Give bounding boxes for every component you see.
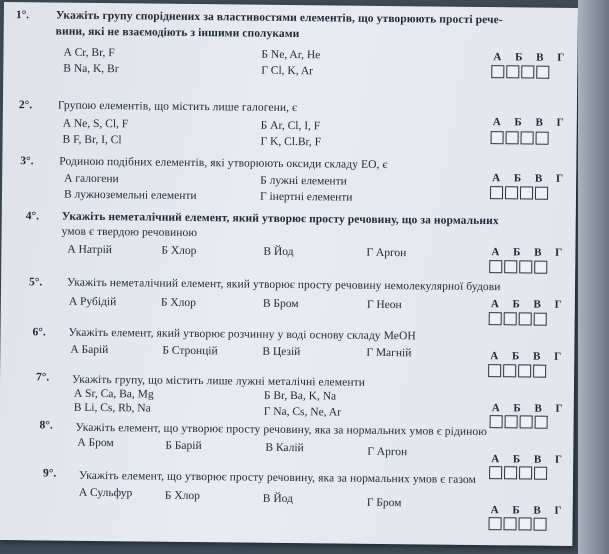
answer-box-b[interactable] xyxy=(506,65,519,78)
worksheet-page xyxy=(0,2,578,546)
question-number: 1°. xyxy=(15,9,30,22)
answer-letters: А Б В Г xyxy=(491,402,569,415)
option-g: Г K, Cl.Br, F xyxy=(260,135,322,149)
answer-box-b[interactable] xyxy=(504,312,517,325)
answer-letters: А Б В Г xyxy=(492,116,570,129)
option-b: Б Ne, Ar, He xyxy=(261,48,321,62)
answer-box-g[interactable] xyxy=(533,518,546,531)
answer-boxes[interactable] xyxy=(490,415,548,429)
answer-box-b[interactable] xyxy=(503,517,516,530)
question-text: Укажіть неметалічний елемент, який утворює просту речовину, що за нормальних xyxy=(61,210,499,228)
option-g: Г Na, Cs, Ne, Ar xyxy=(263,405,342,419)
answer-box-b[interactable] xyxy=(504,466,517,479)
question-4 xyxy=(2,206,576,260)
answer-box-v[interactable] xyxy=(520,186,533,199)
answer-box-v[interactable] xyxy=(519,312,532,325)
answer-box-g[interactable] xyxy=(534,467,547,480)
answer-box-b[interactable] xyxy=(505,186,518,199)
answer-letters: А Б В Г xyxy=(490,298,568,311)
answer-boxes[interactable] xyxy=(489,312,547,326)
answer-letters: А Б В Г xyxy=(490,350,567,363)
option-g: Г Cl, K, Ar xyxy=(261,64,314,78)
answer-boxes[interactable] xyxy=(491,131,549,145)
option-b: Б Ar, Cl, I, F xyxy=(260,119,321,133)
option-b: Б Барій xyxy=(165,439,202,453)
option-a: А Сульфур xyxy=(78,486,133,500)
question-text: Родиною подібних елементів, які утворюють оксиди складу ЕО, є xyxy=(59,155,388,172)
option-a: А галогени xyxy=(64,172,119,186)
answer-letters: А Б В Г xyxy=(493,51,570,64)
option-g: Г Бром xyxy=(366,496,402,510)
option-v: В лужноземельні елементи xyxy=(63,188,197,203)
question-number: 2°. xyxy=(18,99,33,112)
question-number: 9°. xyxy=(43,467,57,480)
question-1 xyxy=(4,2,578,78)
question-text: Укажіть елемент, який утворює розчинну у воді основу складу МеОН xyxy=(68,326,416,343)
question-9 xyxy=(0,464,573,517)
answer-letters: А Б В Г xyxy=(490,504,568,517)
answer-box-a[interactable] xyxy=(489,260,502,273)
option-g: Г інертні елементи xyxy=(259,190,353,204)
question-number: 4°. xyxy=(25,210,40,223)
option-b: Б Стронцій xyxy=(162,344,218,358)
option-a: А Бром xyxy=(77,436,114,450)
answer-box-a[interactable] xyxy=(490,186,503,199)
option-a: А Барій xyxy=(70,343,109,357)
question-text: Укажіть групу споріднених за властивостями елементів, що утворюють прості рече- xyxy=(55,9,503,27)
answer-box-v[interactable] xyxy=(519,260,532,273)
answer-box-v[interactable] xyxy=(520,415,533,428)
option-a: А Sr, Ca, Ba, Mg xyxy=(73,387,154,401)
answer-boxes[interactable] xyxy=(490,186,548,200)
question-text-cont: умов є твердою речовиною xyxy=(61,225,198,240)
question-text: Укажіть групу, що містить лише лужні металічні елементи xyxy=(71,373,366,389)
option-v: В Li, Cs, Rb, Na xyxy=(73,401,151,415)
answer-box-v[interactable] xyxy=(518,364,531,377)
question-3 xyxy=(2,150,576,204)
question-number: 5°. xyxy=(29,276,43,289)
option-a: А Cr, Br, F xyxy=(63,46,115,60)
answer-box-v[interactable] xyxy=(521,131,534,144)
question-text: Укажіть елемент, що утворює просту речовину, яка за нормальних умов є рідиною xyxy=(75,421,488,439)
answer-box-g[interactable] xyxy=(536,132,549,145)
answer-boxes[interactable] xyxy=(488,364,546,378)
answer-box-a[interactable] xyxy=(489,312,502,325)
question-text: Укажіть елемент, що утворює просту речовину, яка за нормальних умов є газом xyxy=(78,469,477,486)
option-v: В Цезій xyxy=(262,345,301,359)
option-a: А Рубідій xyxy=(68,295,117,309)
answer-box-g[interactable] xyxy=(535,416,548,429)
answer-box-b[interactable] xyxy=(505,415,518,428)
option-a: А Натрій xyxy=(67,243,113,257)
option-v: В Калій xyxy=(265,441,304,455)
page-edge-shadow xyxy=(578,0,609,554)
question-text-cont: вини, які не взаємодіють з іншими сполуками xyxy=(55,25,300,41)
answer-box-b[interactable] xyxy=(503,364,516,377)
answer-box-a[interactable] xyxy=(488,364,501,377)
option-b: Б лужні елементи xyxy=(260,174,347,188)
option-a: А Ne, S, Cl, F xyxy=(62,117,129,131)
answer-box-v[interactable] xyxy=(521,65,534,78)
answer-box-b[interactable] xyxy=(504,260,517,273)
option-v: В Na, K, Br xyxy=(63,62,119,76)
question-text: Укажіть неметалічний елемент, який утворює просту речовину немолекулярної будови xyxy=(67,276,501,294)
answer-box-a[interactable] xyxy=(490,415,503,428)
answer-boxes[interactable] xyxy=(489,260,547,274)
answer-box-g[interactable] xyxy=(533,365,546,378)
question-2 xyxy=(3,94,577,149)
answer-box-b[interactable] xyxy=(506,131,519,144)
question-text: Групою елементів, що містить лише галогени, є xyxy=(57,99,298,115)
answer-letters: А Б В Г xyxy=(492,172,569,185)
answer-boxes[interactable] xyxy=(489,466,547,480)
answer-box-v[interactable] xyxy=(518,517,531,530)
answer-boxes[interactable] xyxy=(488,517,546,531)
option-g: Г Магній xyxy=(366,346,412,360)
answer-box-g[interactable] xyxy=(534,313,547,326)
option-b: Б Br, Ba, K, Na xyxy=(263,389,337,403)
answer-box-a[interactable] xyxy=(488,517,501,530)
option-v: В Йод xyxy=(263,245,294,259)
option-g: Г Аргон xyxy=(367,445,408,459)
question-number: 6°. xyxy=(32,326,46,339)
option-g: Г Неон xyxy=(366,298,402,312)
answer-letters: А Б В Г xyxy=(491,453,568,466)
answer-box-a[interactable] xyxy=(489,466,502,479)
option-v: В F, Br, I, Cl xyxy=(62,133,122,147)
answer-box-g[interactable] xyxy=(534,261,547,274)
answer-letters: А Б В Г xyxy=(491,246,568,259)
answer-box-g[interactable] xyxy=(536,66,549,79)
option-b: Б Хлор xyxy=(160,296,196,310)
answer-box-g[interactable] xyxy=(535,187,548,200)
option-v: В Бром xyxy=(262,297,299,311)
option-b: Б Хлор xyxy=(161,244,197,258)
option-b: Б Хлор xyxy=(164,489,200,503)
option-v: В Йод xyxy=(262,492,293,506)
question-number: 7°. xyxy=(36,371,50,384)
option-g: Г Аргон xyxy=(366,246,407,260)
answer-box-v[interactable] xyxy=(519,466,532,479)
question-number: 3°. xyxy=(20,155,34,168)
answer-boxes[interactable] xyxy=(491,65,549,79)
answer-box-a[interactable] xyxy=(491,131,504,144)
question-number: 8°. xyxy=(39,419,53,432)
answer-box-a[interactable] xyxy=(491,65,504,78)
